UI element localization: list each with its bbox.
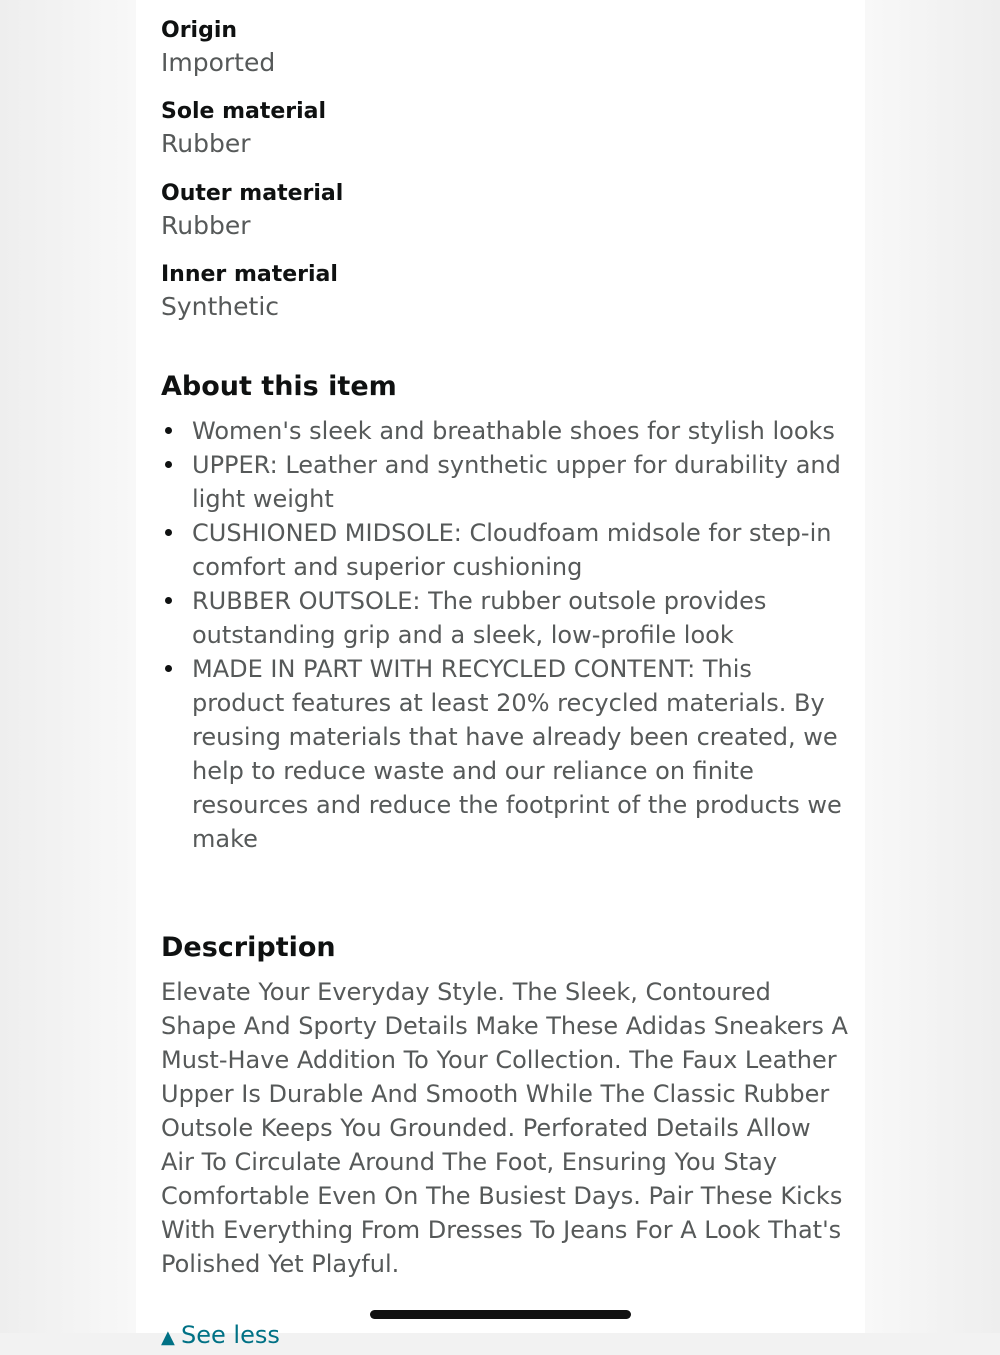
spec-label: Inner material xyxy=(161,262,338,287)
spec-sole-material xyxy=(161,97,326,160)
spec-inner-material xyxy=(161,260,338,323)
bullet-icon xyxy=(165,461,172,468)
product-details-card xyxy=(136,0,865,1349)
bullet-text: Women's sleek and breathable shoes for stylish looks xyxy=(192,417,835,445)
list-item xyxy=(161,584,851,652)
see-less-label: See less xyxy=(181,1321,280,1349)
spec-value: Synthetic xyxy=(161,292,280,321)
list-item xyxy=(161,652,851,856)
bullet-text: RUBBER OUTSOLE: The rubber outsole provides outstanding grip and a sleek, low-profile look xyxy=(192,587,767,649)
spec-origin xyxy=(161,16,275,79)
list-item xyxy=(161,516,851,584)
home-indicator[interactable] xyxy=(370,1310,631,1319)
see-less-link[interactable] xyxy=(161,1318,280,1355)
bullet-text: MADE IN PART WITH RECYCLED CONTENT: This product features at least 20% recycled materials. By reusing materials that have already been created, we help to reduce waste and our reliance on finite resources and reduce the footprint of the products we make xyxy=(192,655,842,853)
description-text: Elevate Your Everyday Style. The Sleek, Contoured Shape And Sporty Details Make These Adidas Sneakers A Must-Have Addition To Your Collection. The Faux Leather Upper Is Durable And Smooth While The Classic Rubber Outsole Keeps You Grounded. Perforated Details Allow Air To Circulate Around The Foot, Ensuring You Stay Comfortable Even On The Busiest Days. Pair These Kicks With Everything From Dresses To Jeans For A Look That's Polished Yet Playful. xyxy=(161,978,848,1278)
spec-label: Origin xyxy=(161,18,238,43)
bullet-text: UPPER: Leather and synthetic upper for durability and light weight xyxy=(192,451,841,513)
spec-outer-material xyxy=(161,179,343,242)
description-section-title: Description xyxy=(161,932,336,963)
about-bullet-list xyxy=(161,414,851,856)
background-left xyxy=(0,0,136,1333)
bullet-icon xyxy=(165,597,172,604)
spec-value: Imported xyxy=(161,48,276,77)
spec-label: Sole material xyxy=(161,99,327,124)
about-section-title: About this item xyxy=(161,371,397,402)
background-right xyxy=(864,0,1000,1333)
bullet-text: CUSHIONED MIDSOLE: Cloudfoam midsole for step-in comfort and superior cushioning xyxy=(192,519,832,581)
bullet-icon xyxy=(165,427,172,434)
chevron-up-icon: ▲ xyxy=(161,1327,175,1348)
bullet-icon xyxy=(165,529,172,536)
bullet-icon xyxy=(165,665,172,672)
spec-label: Outer material xyxy=(161,181,344,206)
list-item xyxy=(161,414,851,448)
list-item xyxy=(161,448,851,516)
spec-value: Rubber xyxy=(161,129,251,158)
spec-value: Rubber xyxy=(161,211,251,240)
